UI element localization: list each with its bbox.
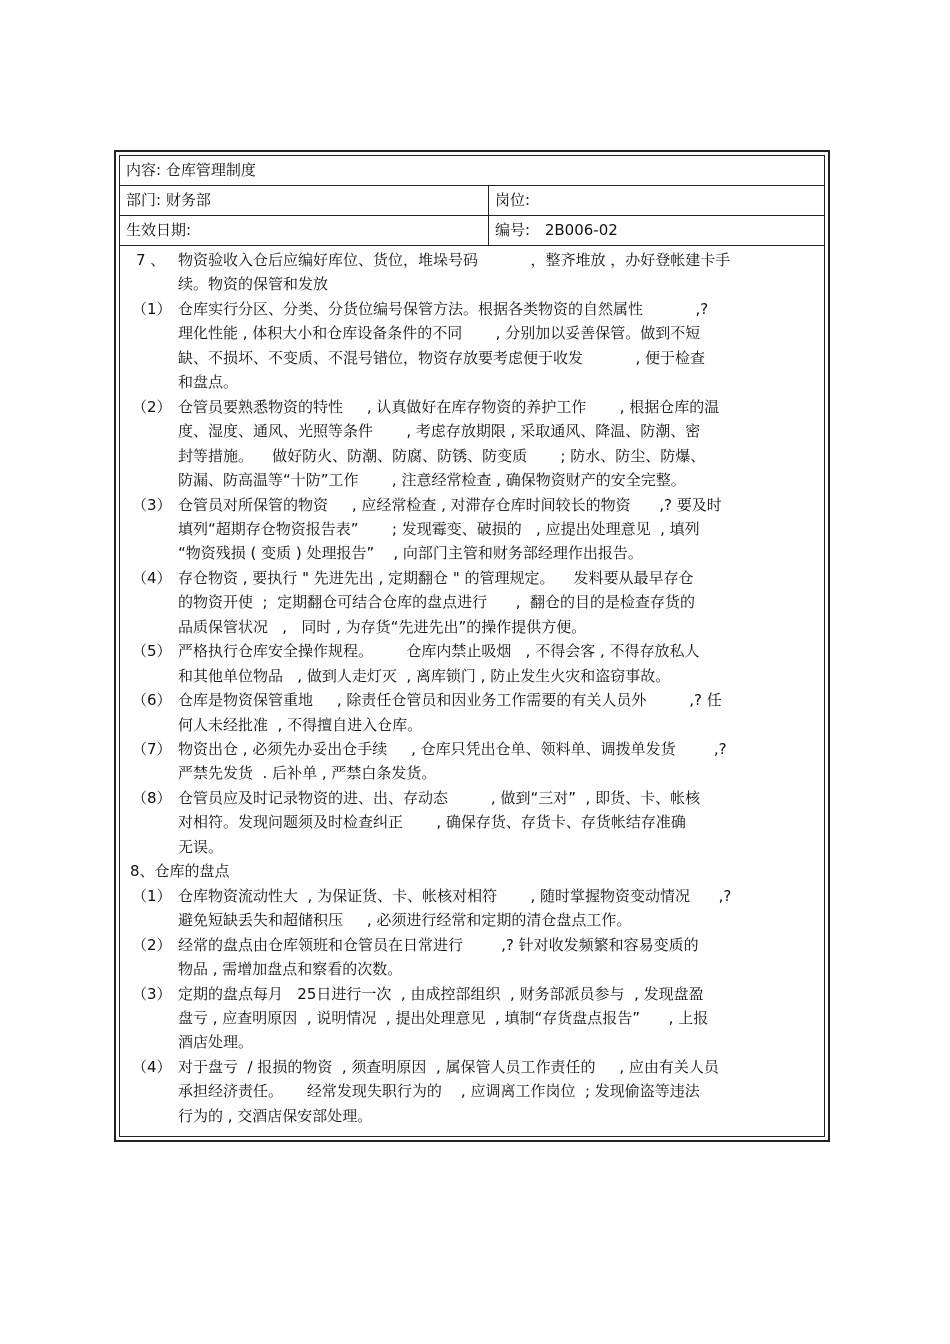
date-row [120,216,824,246]
item-number: （1） [132,886,172,905]
text-line [120,810,824,834]
line-text: “物资残损 ( 变质 ) 处理报告” , 向部门主管和财务部经理作出报告。 [178,544,643,563]
text-line [120,835,824,859]
item-number: （2） [132,935,172,954]
line-text: 缺、不损坏、不变质、不混号错位，物资存放要考虑便于收发 , 便于检查 [178,348,705,367]
text-line [120,419,824,443]
line-text: 防漏、防高温等“十防”工作 , 注意经常检查 , 确保物资财产的安全完整。 [178,471,686,490]
line-text: 承担经济责任。 经常发现失职行为的 , 应调离工作岗位 ; 发现偷盗等违法 [178,1082,700,1101]
text-line [120,272,824,296]
line-text: 无误。 [178,837,224,856]
item-number: （7） [132,740,172,758]
post-label: 岗位: [495,191,531,209]
text-line [120,248,824,272]
code-label: 编号: [495,221,531,239]
line-text: 仓库是物资保管重地 , 除责任仓管员和因业务工作需要的有关人员外 ,? 任 [178,691,722,710]
dept-cell [120,186,211,215]
post-cell [489,186,530,215]
line-text: 存仓物资 , 要执行 " 先进先出 , 定期翻仓 " 的管理规定。 发料要从最早存仓 [178,568,694,587]
text-line [120,517,824,541]
text-line [120,370,824,394]
code-cell [489,216,618,245]
line-text: 仓库实行分区、分类、分货位编号保管方法。根据各类物资的自然属性 ,? [178,299,709,318]
item-number: （4） [132,568,172,587]
line-text: 理化性能 , 体积大小和仓库设备条件的不同 , 分别加以妥善保管。做到不短 [178,324,701,343]
text-line [120,1006,824,1030]
text-line [120,786,824,810]
line-text: 经常的盘点由仓库领班和仓管员在日常进行 ,? 针对收发频繁和容易变质的 [178,935,699,954]
content-label: 内容: [126,161,162,179]
line-text: 度、湿度、通风、光照等条件 , 考虑存放期限 , 采取通风、降温、防潮、密 [178,422,701,441]
line-text: 物资验收入仓后应编好库位、货位，堆垛号码 ，整齐堆放 ，办好登帐建卡手 [178,251,731,269]
line-text: 仓管员对所保管的物资 , 应经常检查 , 对滞存仓库时间较长的物资 ,? 要及时 [178,495,722,514]
text-line [120,541,824,565]
text-line [120,493,824,517]
line-text: 封等措施。 做好防火、防潮、防腐、防锈、防变质 ; 防水、防尘、防爆、 [178,446,706,465]
text-line [120,859,824,883]
line-text: 对于盘亏 / 报损的物资 , 须查明原因 , 属保管人员工作责任的 , 应由有关人员 [178,1057,719,1076]
date-cell [120,216,191,245]
dept-value: 财务部 [165,191,211,209]
line-text: 物资出仓 , 必须先办妥出仓手续 , 仓库只凭出仓单、领料单、调拨单发货 ,? [178,740,727,758]
line-text: 和其他单位物品 , 做到人走灯灭 , 离库锁门 , 防止发生火灾和盗窃事故。 [178,666,671,685]
item-number: （3） [132,495,172,514]
line-text: 避免短缺丢失和超储积压 , 必须进行经常和定期的清仓盘点工作。 [178,911,632,930]
content-value: 仓库管理制度 [165,161,256,179]
text-line [120,908,824,932]
document-frame [114,150,830,1142]
line-text: 盘亏 , 应查明原因 , 说明情况 , 提出处理意见 , 填制“存货盘点报告” , 上报 [178,1008,709,1027]
text-line [120,297,824,321]
text-line [120,737,824,761]
text-line [120,884,824,908]
line-text: 填列“超期存仓物资报告表” ; 发现霉变、破损的 , 应提出处理意见 , 填列 [178,519,700,538]
dept-label: 部门: [126,191,162,209]
text-line [120,1104,824,1128]
text-line [120,566,824,590]
line-text: 的物资开使 ; 定期翻仓可结合仓库的盘点进行 , 翻仓的目的是检查存货的 [178,593,696,612]
text-line [120,957,824,981]
text-line [120,933,824,957]
regulation-body [120,246,824,1136]
line-text: 品质保管状况 , 同时 , 为存货“先进先出”的操作提供方便。 [178,617,587,636]
content-cell [120,156,256,185]
document-table [119,155,825,1137]
text-line [120,590,824,614]
text-line [120,1055,824,1079]
item-number: （4） [132,1057,172,1076]
line-text: 严格执行仓库安全操作规程。 仓库内禁止吸烟 , 不得会客 , 不得存放私人 [178,642,700,661]
text-line [120,321,824,345]
text-line [120,664,824,688]
text-line [120,346,824,370]
text-line [120,395,824,419]
text-line [120,444,824,468]
line-text: 定期的盘点每月 25日进行一次 , 由成控部组织 , 财务部派员参与 , 发现盘盈 [178,984,704,1003]
text-line [120,982,824,1006]
text-line [120,1030,824,1054]
line-text: 物品 , 需增加盘点和察看的次数。 [178,960,403,979]
item-number: （1） [132,299,172,318]
line-text: 对相符。发现问题须及时检查纠正 , 确保存货、存货卡、存货帐结存准确 [178,813,686,832]
item-number: （6） [132,691,172,710]
content-row [120,156,824,186]
line-text: 仓管员要熟悉物资的特性 , 认真做好在库存物资的养护工作 , 根据仓库的温 [178,397,720,416]
line-text: 何人未经批准 , 不得擅自进入仓库。 [178,715,423,734]
text-line [120,615,824,639]
line-text: 行为的 , 交酒店保安部处理。 [178,1106,373,1125]
line-text: 仓管员应及时记录物资的进、出、存动态 , 做到“三对” , 即货、卡、帐核 [178,788,701,807]
text-line [120,761,824,785]
item-number: 7 、 [136,251,166,269]
dept-row [120,186,824,216]
line-text: 酒店处理。 [178,1033,254,1052]
code-value: 2B006-02 [544,221,618,239]
text-line [120,688,824,712]
item-number: （5） [132,642,172,661]
item-number: （8） [132,788,172,807]
text-line [120,1079,824,1103]
item-number: （3） [132,984,172,1003]
date-label: 生效日期: [126,221,192,239]
text-line [120,713,824,737]
item-number: （2） [132,397,172,416]
text-line [120,468,824,492]
line-text: 仓库物资流动性大 , 为保证货、卡、帐核对相符 , 随时掌握物资变动情况 ,? [178,886,732,905]
item-number: 8、仓库的盘点 [130,862,230,881]
line-text: 和盘点。 [178,373,239,392]
line-text: 续。物资的保管和发放 [178,275,329,294]
text-line [120,639,824,663]
line-text: 严禁先发货 . 后补单 , 严禁白条发货。 [178,764,437,783]
